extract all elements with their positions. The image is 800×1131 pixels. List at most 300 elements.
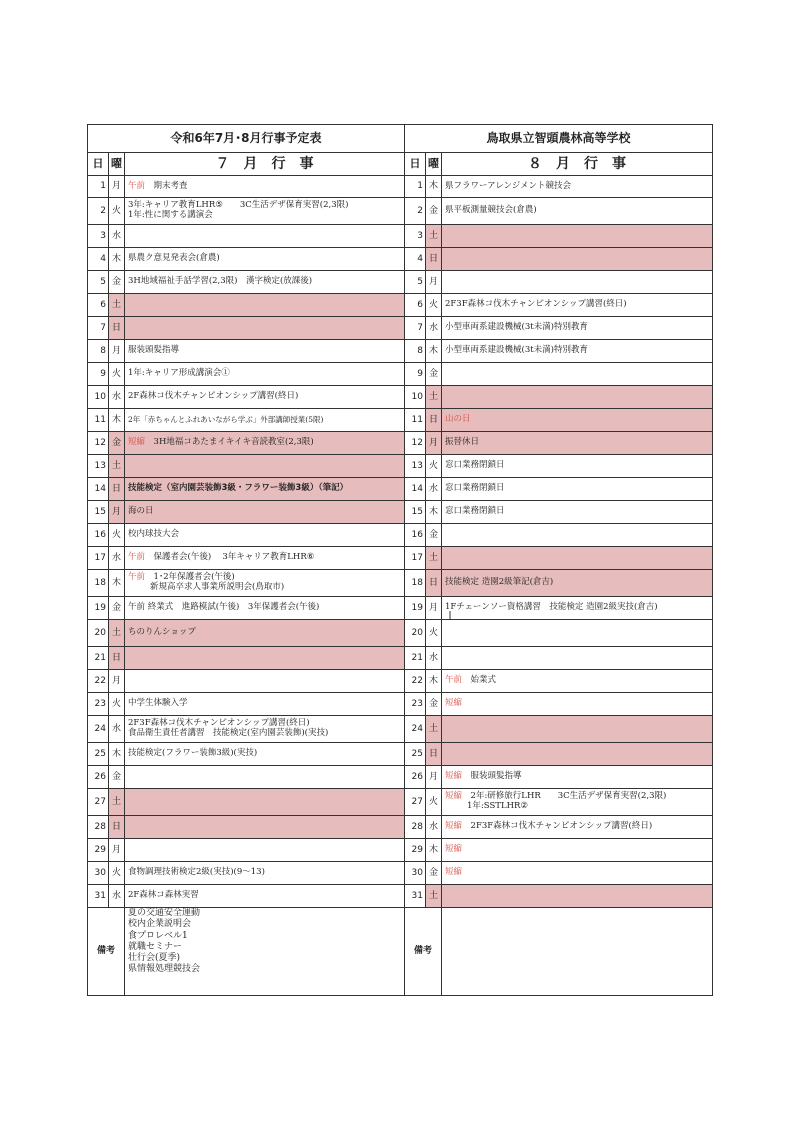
aug-event-cell xyxy=(442,766,713,789)
july-weekday: 水 xyxy=(109,386,125,409)
aug-event-cell xyxy=(442,693,713,716)
july-event-cell xyxy=(125,176,405,198)
july-day-number: 14 xyxy=(88,478,109,501)
july-weekday: 火 xyxy=(109,363,125,386)
day-row xyxy=(88,294,713,317)
event-text: 食物調理技術検定2級(実技)(9～13) xyxy=(128,867,265,878)
aug-weekday: 火 xyxy=(426,620,442,647)
july-day-number: 9 xyxy=(88,363,109,386)
aug-weekday: 土 xyxy=(426,716,442,743)
aug-day-number: 30 xyxy=(405,862,426,885)
aug-day-number: 2 xyxy=(405,198,426,225)
day-row xyxy=(88,386,713,409)
aug-day-number: 5 xyxy=(405,271,426,294)
event-text: 1Fチェーンソー資格講習 技能検定 造園2級実技(倉吉) xyxy=(445,602,658,613)
aug-event-line xyxy=(445,300,712,310)
aug-event-cell xyxy=(442,340,713,363)
july-weekday-header: 曜 xyxy=(109,153,125,176)
day-row xyxy=(88,271,713,294)
day-row xyxy=(88,839,713,862)
july-weekday: 土 xyxy=(109,455,125,478)
aug-day-number: 17 xyxy=(405,547,426,570)
day-row xyxy=(88,501,713,524)
aug-event-cell xyxy=(442,670,713,693)
july-day-number: 7 xyxy=(88,317,109,340)
event-prefix-label: 短縮 xyxy=(445,821,463,832)
aug-event-cell xyxy=(442,478,713,501)
july-event-line xyxy=(128,507,404,517)
july-event-cell xyxy=(125,647,405,670)
july-event-line xyxy=(128,182,404,192)
aug-day-number: 12 xyxy=(405,432,426,455)
aug-weekday: 月 xyxy=(426,271,442,294)
july-day-number: 2 xyxy=(88,198,109,225)
day-row xyxy=(88,547,713,570)
aug-event-line xyxy=(445,438,712,448)
aug-weekday-header: 曜 xyxy=(426,153,442,176)
july-day-number: 5 xyxy=(88,271,109,294)
aug-event-line xyxy=(445,845,712,855)
event-text: 校内球技大会 xyxy=(128,529,180,540)
day-row xyxy=(88,524,713,547)
aug-event-line xyxy=(445,772,712,782)
event-text: 小型車両系建設機械(3t未満)特別教育 xyxy=(445,345,588,356)
day-row xyxy=(88,862,713,885)
event-text: 中学生体験入学 xyxy=(128,698,188,709)
aug-weekday: 水 xyxy=(426,647,442,670)
aug-weekday: 金 xyxy=(426,524,442,547)
aug-event-cell xyxy=(442,317,713,340)
aug-event-line xyxy=(445,346,712,356)
july-weekday: 金 xyxy=(109,432,125,455)
july-event-cell xyxy=(125,547,405,570)
event-text: 振替休日 xyxy=(445,437,480,448)
july-event-line xyxy=(128,346,404,356)
july-weekday: 日 xyxy=(109,647,125,670)
day-row xyxy=(88,570,713,597)
july-event-line xyxy=(128,438,404,448)
aug-event-cell xyxy=(442,885,713,908)
july-event-cell xyxy=(125,816,405,839)
day-row xyxy=(88,409,713,432)
notes-row xyxy=(88,908,713,996)
event-text: 1･2年保護者会(午後) xyxy=(153,572,235,583)
july-event-line xyxy=(128,416,404,425)
july-notes xyxy=(125,908,405,996)
event-text: ちのりんショップ xyxy=(128,627,196,638)
aug-event-cell xyxy=(442,570,713,597)
event-text: 県フラワーアレンジメント競技会 xyxy=(445,180,572,191)
day-row xyxy=(88,670,713,693)
aug-event-line xyxy=(445,603,712,613)
event-text: 2F3F森林コ伐木チャンピオンシップ講習(終日) xyxy=(445,299,627,310)
holiday-label: 短縮 xyxy=(445,844,463,855)
july-weekday: 月 xyxy=(109,670,125,693)
aug-event-line xyxy=(445,206,712,216)
aug-day-number: 19 xyxy=(405,597,426,620)
event-prefix-label: 午前 xyxy=(128,572,146,583)
july-event-cell xyxy=(125,386,405,409)
aug-event-cell xyxy=(442,597,713,620)
july-event-line xyxy=(128,254,404,264)
aug-weekday: 月 xyxy=(426,432,442,455)
july-weekday: 火 xyxy=(109,862,125,885)
aug-weekday: 日 xyxy=(426,248,442,271)
day-row xyxy=(88,647,713,670)
july-weekday: 金 xyxy=(109,271,125,294)
aug-day-number: 25 xyxy=(405,743,426,766)
day-row xyxy=(88,816,713,839)
aug-day-number: 21 xyxy=(405,647,426,670)
aug-day-number: 20 xyxy=(405,620,426,647)
note-line: 校内企業説明会 xyxy=(128,919,192,930)
aug-event-cell xyxy=(442,225,713,248)
aug-notes-label: 備考 xyxy=(405,908,442,996)
event-text-second-line: 1年:性に関する講演会 xyxy=(128,210,213,220)
aug-event-cell xyxy=(442,386,713,409)
july-event-line xyxy=(128,484,404,494)
july-day-number: 21 xyxy=(88,647,109,670)
july-day-number: 22 xyxy=(88,670,109,693)
event-prefix-label: 午前 xyxy=(128,180,146,191)
aug-weekday: 水 xyxy=(426,317,442,340)
july-weekday: 月 xyxy=(109,176,125,198)
aug-event-cell xyxy=(442,248,713,271)
event-text: 3H地域福祉手話学習(2,3限) 漢字検定(放課後) xyxy=(128,276,313,287)
aug-weekday: 月 xyxy=(426,597,442,620)
event-text: 保護者会(午後) 3年キャリア教育LHR⑥ xyxy=(153,552,315,563)
july-weekday: 木 xyxy=(109,570,125,597)
aug-weekday: 木 xyxy=(426,176,442,198)
holiday-label: 山の日 xyxy=(445,414,471,425)
aug-weekday: 土 xyxy=(426,547,442,570)
aug-weekday: 日 xyxy=(426,409,442,432)
july-weekday: 金 xyxy=(109,597,125,620)
day-row xyxy=(88,455,713,478)
day-row xyxy=(88,432,713,455)
aug-day-number: 29 xyxy=(405,839,426,862)
aug-day-header: 日 xyxy=(405,153,426,176)
day-row xyxy=(88,766,713,789)
aug-event-line xyxy=(445,415,712,425)
event-text: 技能検定 造園2級筆記(倉吉) xyxy=(445,577,554,588)
aug-event-cell xyxy=(442,716,713,743)
aug-weekday: 金 xyxy=(426,693,442,716)
july-event-cell xyxy=(125,885,405,908)
aug-event-cell xyxy=(442,271,713,294)
july-event-cell xyxy=(125,670,405,693)
july-event-line xyxy=(128,749,404,759)
event-text: 3H地福コあたまイキイキ音読教室(2,3限) xyxy=(153,437,314,448)
july-day-number: 6 xyxy=(88,294,109,317)
aug-day-number: 8 xyxy=(405,340,426,363)
aug-event-cell xyxy=(442,501,713,524)
july-day-number: 11 xyxy=(88,409,109,432)
aug-event-line xyxy=(445,676,712,686)
july-weekday: 水 xyxy=(109,716,125,743)
july-event-cell xyxy=(125,455,405,478)
july-weekday: 月 xyxy=(109,340,125,363)
day-row xyxy=(88,340,713,363)
july-event-cell xyxy=(125,432,405,455)
july-day-number: 31 xyxy=(88,885,109,908)
aug-day-number: 4 xyxy=(405,248,426,271)
aug-day-number: 10 xyxy=(405,386,426,409)
aug-weekday: 火 xyxy=(426,455,442,478)
aug-events-header: ８ 月 行 事 xyxy=(442,153,713,176)
aug-day-number: 26 xyxy=(405,766,426,789)
aug-event-cell xyxy=(442,524,713,547)
july-event-line xyxy=(128,603,404,613)
aug-event-line xyxy=(445,182,712,192)
day-row xyxy=(88,225,713,248)
event-prefix-label: 短縮 xyxy=(445,771,463,782)
aug-event-line xyxy=(445,822,712,832)
july-event-cell xyxy=(125,317,405,340)
july-day-header: 日 xyxy=(88,153,109,176)
event-text-second-line: 新規高卒求人事業所説明会(鳥取市) xyxy=(150,582,285,592)
column-header-row xyxy=(88,153,713,176)
event-text: 1年:キャリア形成講演会① xyxy=(128,368,230,379)
july-event-cell xyxy=(125,620,405,647)
july-event-cell xyxy=(125,743,405,766)
event-text: 県農ク意見発表会(倉農) xyxy=(128,253,220,264)
aug-event-cell xyxy=(442,294,713,317)
note-line: 壮行会(夏季) xyxy=(128,953,181,963)
aug-weekday: 水 xyxy=(426,478,442,501)
event-text: 2F森林コ伐木チャンピオンシップ講習(終日) xyxy=(128,391,299,402)
schedule-table xyxy=(87,124,713,996)
july-day-number: 28 xyxy=(88,816,109,839)
aug-event-cell xyxy=(442,176,713,198)
note-line: 食プロレベル1 xyxy=(128,930,188,941)
day-row xyxy=(88,620,713,647)
aug-event-line xyxy=(445,484,712,494)
july-weekday: 土 xyxy=(109,620,125,647)
event-text: 2F森林コ森林実習 xyxy=(128,890,199,901)
aug-day-number: 27 xyxy=(405,789,426,816)
july-notes-label: 備考 xyxy=(88,908,125,996)
note-line: 就職セミナー xyxy=(128,941,183,952)
aug-notes xyxy=(442,908,713,996)
event-text: 2年:研修旅行LHR 3C生活デザ保育実習(2,3限) xyxy=(470,791,667,802)
july-event-cell xyxy=(125,716,405,743)
aug-day-number: 7 xyxy=(405,317,426,340)
july-weekday: 水 xyxy=(109,225,125,248)
july-weekday: 日 xyxy=(109,317,125,340)
july-day-number: 4 xyxy=(88,248,109,271)
july-event-cell xyxy=(125,363,405,386)
july-day-number: 8 xyxy=(88,340,109,363)
july-weekday: 木 xyxy=(109,409,125,432)
aug-day-number: 1 xyxy=(405,176,426,198)
july-event-cell xyxy=(125,570,405,597)
aug-day-number: 22 xyxy=(405,670,426,693)
day-row xyxy=(88,743,713,766)
aug-event-line xyxy=(445,323,712,333)
july-weekday: 日 xyxy=(109,478,125,501)
july-weekday: 土 xyxy=(109,294,125,317)
july-weekday: 火 xyxy=(109,693,125,716)
july-weekday: 金 xyxy=(109,766,125,789)
aug-weekday: 金 xyxy=(426,198,442,225)
aug-weekday: 木 xyxy=(426,340,442,363)
july-day-number: 29 xyxy=(88,839,109,862)
aug-event-cell xyxy=(442,455,713,478)
event-text: 窓口業務閉鎖日 xyxy=(445,506,505,517)
event-text: 窓口業務閉鎖日 xyxy=(445,460,505,471)
aug-day-number: 16 xyxy=(405,524,426,547)
event-text: 海の日 xyxy=(128,506,154,517)
day-row xyxy=(88,198,713,225)
aug-event-line xyxy=(445,578,712,588)
july-day-number: 30 xyxy=(88,862,109,885)
july-day-number: 27 xyxy=(88,789,109,816)
july-day-number: 26 xyxy=(88,766,109,789)
day-row xyxy=(88,789,713,816)
july-day-number: 25 xyxy=(88,743,109,766)
july-weekday: 水 xyxy=(109,547,125,570)
event-text: 服装頭髪指導 xyxy=(128,345,180,356)
aug-event-cell xyxy=(442,432,713,455)
july-event-cell xyxy=(125,789,405,816)
july-day-number: 18 xyxy=(88,570,109,597)
july-event-line xyxy=(128,277,404,287)
aug-event-cell xyxy=(442,363,713,386)
aug-weekday: 木 xyxy=(426,839,442,862)
continuation-arrow-icon xyxy=(442,597,458,620)
note-line: 夏の交通安全運動 xyxy=(128,908,201,918)
aug-event-line xyxy=(445,461,712,471)
july-weekday: 水 xyxy=(109,885,125,908)
event-text: 2F3F森林コ伐木チャンピオンシップ講習(終日) xyxy=(470,821,653,832)
july-day-number: 24 xyxy=(88,716,109,743)
document-title: 令和6年7月･8月行事予定表 xyxy=(88,125,405,153)
aug-event-cell xyxy=(442,839,713,862)
aug-weekday: 月 xyxy=(426,766,442,789)
event-text: 2F3F森林コ伐木チャンピオンシップ講習(終日) xyxy=(128,718,310,729)
july-day-number: 3 xyxy=(88,225,109,248)
aug-event-line xyxy=(445,699,712,709)
aug-weekday: 日 xyxy=(426,743,442,766)
day-row xyxy=(88,693,713,716)
holiday-label: 短縮 xyxy=(445,698,463,709)
aug-event-cell xyxy=(442,816,713,839)
aug-weekday: 土 xyxy=(426,885,442,908)
aug-event-cell xyxy=(442,743,713,766)
aug-day-number: 13 xyxy=(405,455,426,478)
event-text: 窓口業務閉鎖日 xyxy=(445,483,505,494)
july-day-number: 15 xyxy=(88,501,109,524)
aug-weekday: 日 xyxy=(426,570,442,597)
july-weekday: 木 xyxy=(109,743,125,766)
july-event-cell xyxy=(125,409,405,432)
aug-weekday: 金 xyxy=(426,363,442,386)
aug-weekday: 木 xyxy=(426,670,442,693)
day-row xyxy=(88,248,713,271)
july-event-line xyxy=(128,530,404,540)
aug-weekday: 土 xyxy=(426,386,442,409)
event-text: 期末考査 xyxy=(153,180,188,191)
july-weekday: 火 xyxy=(109,524,125,547)
day-row xyxy=(88,176,713,198)
july-event-line xyxy=(128,392,404,402)
july-event-cell xyxy=(125,766,405,789)
july-day-number: 19 xyxy=(88,597,109,620)
event-text-second-line: 1年:SSTLHR② xyxy=(467,801,529,811)
july-day-number: 13 xyxy=(88,455,109,478)
day-row xyxy=(88,363,713,386)
july-day-number: 12 xyxy=(88,432,109,455)
event-text: 県平板測量競技会(倉農) xyxy=(445,205,537,216)
school-name: 鳥取県立智頭農林高等学校 xyxy=(405,125,713,153)
aug-event-cell xyxy=(442,862,713,885)
july-event-cell xyxy=(125,198,405,225)
event-text: 技能検定（室内園芸装飾3級・フラワー装飾3級）（筆記） xyxy=(128,483,349,494)
event-prefix-label: 午前 xyxy=(128,552,146,563)
aug-weekday: 金 xyxy=(426,862,442,885)
july-event-cell xyxy=(125,501,405,524)
day-row xyxy=(88,317,713,340)
title-row xyxy=(88,125,713,153)
note-line: 県情報処理競技会 xyxy=(128,964,201,975)
july-event-cell xyxy=(125,340,405,363)
aug-day-number: 31 xyxy=(405,885,426,908)
aug-weekday: 火 xyxy=(426,789,442,816)
july-weekday: 日 xyxy=(109,816,125,839)
july-day-number: 17 xyxy=(88,547,109,570)
event-prefix-label: 短縮 xyxy=(128,437,146,448)
aug-day-number: 14 xyxy=(405,478,426,501)
july-day-number: 16 xyxy=(88,524,109,547)
event-text: 2年「赤ちゃんとふれあいながら学ぶ」外部講師授業(5限) xyxy=(128,414,324,424)
aug-event-line xyxy=(445,868,712,878)
july-event-line xyxy=(128,553,404,563)
aug-day-number: 11 xyxy=(405,409,426,432)
event-text-second-line: 食品衛生責任者講習 技能検定(室内園芸装飾)(実技) xyxy=(128,728,329,738)
aug-event-cell xyxy=(442,647,713,670)
aug-event-cell xyxy=(442,789,713,816)
aug-day-number: 3 xyxy=(405,225,426,248)
july-day-number: 23 xyxy=(88,693,109,716)
july-weekday: 木 xyxy=(109,248,125,271)
july-event-line xyxy=(128,628,404,638)
holiday-label: 短縮 xyxy=(445,867,463,878)
aug-event-cell xyxy=(442,409,713,432)
july-event-cell xyxy=(125,862,405,885)
july-event-cell xyxy=(125,248,405,271)
event-text: 午前 終業式 進路模試(午後) 3年保護者会(午後) xyxy=(128,602,320,613)
day-row xyxy=(88,716,713,743)
event-text: 技能検定(フラワー装飾3級)(実技) xyxy=(128,748,258,759)
july-event-line xyxy=(128,369,404,379)
july-event-cell xyxy=(125,693,405,716)
event-text: 3年:キャリア教育LHR⑤ 3C生活デザ保育実習(2,3限) xyxy=(128,200,349,211)
july-event-cell xyxy=(125,524,405,547)
july-day-number: 10 xyxy=(88,386,109,409)
event-prefix-label: 短縮 xyxy=(445,791,463,802)
aug-day-number: 23 xyxy=(405,693,426,716)
july-event-cell xyxy=(125,225,405,248)
aug-event-line xyxy=(445,507,712,517)
aug-day-number: 15 xyxy=(405,501,426,524)
july-day-number: 20 xyxy=(88,620,109,647)
july-event-cell xyxy=(125,597,405,620)
july-event-line xyxy=(128,891,404,901)
aug-day-number: 28 xyxy=(405,816,426,839)
aug-day-number: 9 xyxy=(405,363,426,386)
july-event-line xyxy=(128,868,404,878)
